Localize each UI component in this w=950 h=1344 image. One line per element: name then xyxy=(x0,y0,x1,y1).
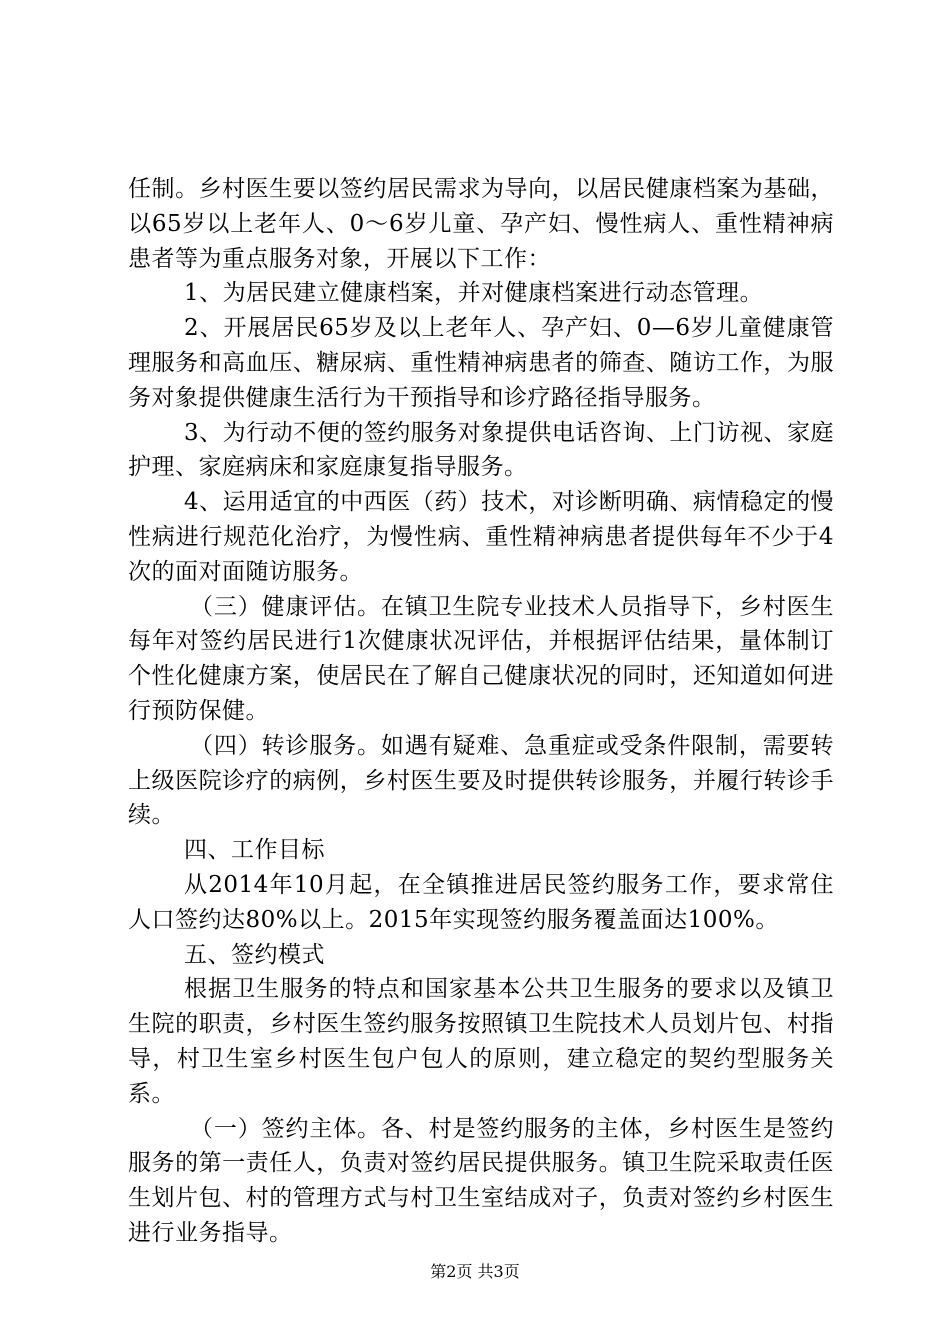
page-number-footer: 第2页 共3页 xyxy=(430,1262,520,1281)
paragraph-2: 1、为居民建立健康档案，并对健康档案进行动态管理。 xyxy=(184,280,764,307)
document-body xyxy=(128,172,834,1251)
paragraph-11: 根据卫生服务的特点和国家基本公共卫生服务的要求以及镇卫生院的职责，乡村医生签约服务按照镇卫生院技术人员划片包、村指导，村卫生室乡村医生包户包人的原则，建立稳定的契约型服务关系。 xyxy=(128,976,834,1107)
paragraph-3: 2、开展居民65岁及以上老年人、孕产妇、0—6岁儿童健康管理服务和高血压、糖尿病、重性精神病患者的筛查、随访工作，为服务对象提供健康生活行为干预指导和诊疗路径指导服务。 xyxy=(128,315,834,411)
paragraph-1: 任制。乡村医生要以签约居民需求为导向，以居民健康档案为基础，以65岁以上老年人、0～6岁儿童、孕产妇、慢性病人、重性精神病患者等为重点服务对象，开展以下工作： xyxy=(128,176,834,272)
section-heading-signing-model: 五、签约模式 xyxy=(184,941,325,968)
paragraph-9: 从2014年10月起，在全镇推进居民签约服务工作，要求常住人口签约达80%以上。2015年实现签约服务覆盖面达100%。 xyxy=(128,871,834,933)
paragraph-6: （三）健康评估。在镇卫生院专业技术人员指导下，乡村医生每年对签约居民进行1次健康状况评估，并根据评估结果，量体制订个性化健康方案，使居民在了解自己健康状况的同时，还知道如何进行预防保健。 xyxy=(128,593,834,724)
paragraph-12: （一）签约主体。各、村是签约服务的主体，乡村医生是签约服务的第一责任人，负责对签约居民提供服务。镇卫生院采取责任医生划片包、村的管理方式与村卫生室结成对子，负责对签约乡村医生进行业务指导。 xyxy=(128,1115,834,1246)
section-heading-work-goals: 四、工作目标 xyxy=(184,837,325,864)
paragraph-7: （四）转诊服务。如遇有疑难、急重症或受条件限制，需要转上级医院诊疗的病例，乡村医生要及时提供转诊服务，并履行转诊手续。 xyxy=(128,732,834,829)
paragraph-4: 3、为行动不便的签约服务对象提供电话咨询、上门访视、家庭护理、家庭病床和家庭康复指导服务。 xyxy=(128,419,834,481)
paragraph-5: 4、运用适宜的中西医（药）技术，对诊断明确、病情稳定的慢性病进行规范化治疗，为慢性病、重性精神病患者提供每年不少于4次的面对面随访服务。 xyxy=(128,489,834,585)
